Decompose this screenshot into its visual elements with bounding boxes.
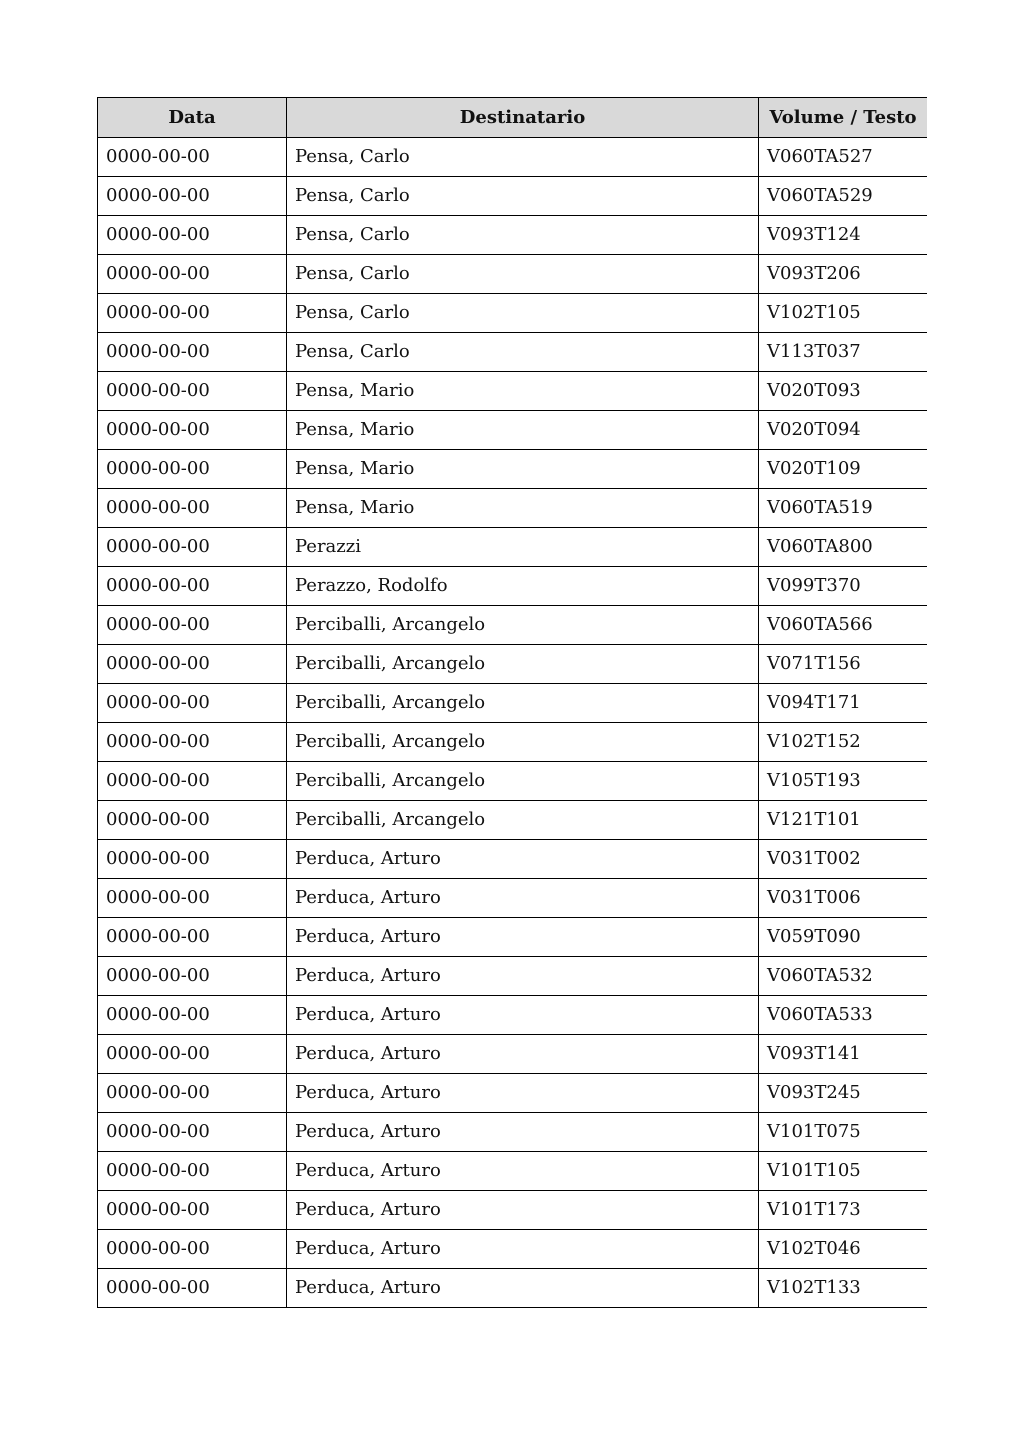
- table-row: [98, 1074, 928, 1113]
- header-volume-text: Volume / Testo: [759, 98, 928, 138]
- cell-recipient: Perazzo, Rodolfo: [287, 567, 759, 606]
- cell-recipient: Pensa, Carlo: [287, 138, 759, 177]
- cell-recipient: Perciballi, Arcangelo: [287, 684, 759, 723]
- table-row: [98, 1269, 928, 1308]
- cell-volume-text: V093T141: [759, 1035, 928, 1074]
- cell-recipient: Perduca, Arturo: [287, 918, 759, 957]
- cell-volume-text: V101T173: [759, 1191, 928, 1230]
- cell-volume-text: V093T206: [759, 255, 928, 294]
- cell-date: 0000-00-00: [98, 528, 287, 567]
- cell-recipient: Perduca, Arturo: [287, 840, 759, 879]
- table-row: [98, 957, 928, 996]
- cell-volume-text: V060TA527: [759, 138, 928, 177]
- cell-recipient: Perazzi: [287, 528, 759, 567]
- header-recipient: Destinatario: [287, 98, 759, 138]
- cell-volume-text: V105T193: [759, 762, 928, 801]
- cell-volume-text: V102T046: [759, 1230, 928, 1269]
- cell-date: 0000-00-00: [98, 918, 287, 957]
- table-row: [98, 489, 928, 528]
- cell-date: 0000-00-00: [98, 684, 287, 723]
- table-body: [98, 138, 928, 1308]
- cell-recipient: Perduca, Arturo: [287, 1074, 759, 1113]
- cell-recipient: Perduca, Arturo: [287, 957, 759, 996]
- cell-date: 0000-00-00: [98, 879, 287, 918]
- cell-recipient: Pensa, Carlo: [287, 333, 759, 372]
- document-table-container: [97, 97, 927, 1311]
- table-row: [98, 1035, 928, 1074]
- cell-recipient: Perduca, Arturo: [287, 1230, 759, 1269]
- cell-volume-text: V020T093: [759, 372, 928, 411]
- cell-recipient: Perduca, Arturo: [287, 1113, 759, 1152]
- cell-volume-text: V020T109: [759, 450, 928, 489]
- cell-recipient: Perduca, Arturo: [287, 1191, 759, 1230]
- table-row: [98, 684, 928, 723]
- table-row: [98, 177, 928, 216]
- cell-recipient: Perciballi, Arcangelo: [287, 645, 759, 684]
- table-row: [98, 645, 928, 684]
- cell-recipient: Perduca, Arturo: [287, 879, 759, 918]
- cell-date: 0000-00-00: [98, 255, 287, 294]
- cell-volume-text: V020T094: [759, 411, 928, 450]
- cell-recipient: Perciballi, Arcangelo: [287, 762, 759, 801]
- cell-date: 0000-00-00: [98, 294, 287, 333]
- cell-volume-text: V060TA529: [759, 177, 928, 216]
- cell-date: 0000-00-00: [98, 1269, 287, 1308]
- table-row: [98, 216, 928, 255]
- cell-recipient: Pensa, Mario: [287, 450, 759, 489]
- cell-recipient: Pensa, Carlo: [287, 255, 759, 294]
- cell-recipient: Perciballi, Arcangelo: [287, 723, 759, 762]
- cell-recipient: Perciballi, Arcangelo: [287, 606, 759, 645]
- cell-recipient: Perduca, Arturo: [287, 996, 759, 1035]
- table-row: [98, 879, 928, 918]
- cell-volume-text: V059T090: [759, 918, 928, 957]
- header-date: Data: [98, 98, 287, 138]
- table-row: [98, 606, 928, 645]
- table-row: [98, 1113, 928, 1152]
- cell-volume-text: V060TA800: [759, 528, 928, 567]
- table-row: [98, 1191, 928, 1230]
- cell-volume-text: V060TA532: [759, 957, 928, 996]
- cell-date: 0000-00-00: [98, 801, 287, 840]
- cell-date: 0000-00-00: [98, 138, 287, 177]
- cell-recipient: Pensa, Carlo: [287, 177, 759, 216]
- cell-date: 0000-00-00: [98, 1035, 287, 1074]
- cell-volume-text: V093T245: [759, 1074, 928, 1113]
- cell-volume-text: V093T124: [759, 216, 928, 255]
- table-row: [98, 1152, 928, 1191]
- table-row: [98, 372, 928, 411]
- cell-date: 0000-00-00: [98, 333, 287, 372]
- cell-date: 0000-00-00: [98, 411, 287, 450]
- table-row: [98, 840, 928, 879]
- cell-date: 0000-00-00: [98, 996, 287, 1035]
- cell-recipient: Perduca, Arturo: [287, 1269, 759, 1308]
- cell-volume-text: V101T075: [759, 1113, 928, 1152]
- table-row: [98, 762, 928, 801]
- cell-volume-text: V031T006: [759, 879, 928, 918]
- cell-recipient: Pensa, Mario: [287, 411, 759, 450]
- cell-date: 0000-00-00: [98, 567, 287, 606]
- table-row: [98, 918, 928, 957]
- table-row: [98, 333, 928, 372]
- cell-date: 0000-00-00: [98, 450, 287, 489]
- cell-volume-text: V102T152: [759, 723, 928, 762]
- cell-volume-text: V121T101: [759, 801, 928, 840]
- cell-volume-text: V060TA566: [759, 606, 928, 645]
- cell-recipient: Pensa, Mario: [287, 372, 759, 411]
- cell-date: 0000-00-00: [98, 372, 287, 411]
- cell-date: 0000-00-00: [98, 1191, 287, 1230]
- cell-date: 0000-00-00: [98, 957, 287, 996]
- table-row: [98, 996, 928, 1035]
- cell-date: 0000-00-00: [98, 1230, 287, 1269]
- table-row: [98, 801, 928, 840]
- cell-date: 0000-00-00: [98, 489, 287, 528]
- cell-date: 0000-00-00: [98, 216, 287, 255]
- table-row: [98, 567, 928, 606]
- table-row: [98, 294, 928, 333]
- table-row: [98, 138, 928, 177]
- table-header-row: [98, 98, 928, 138]
- cell-date: 0000-00-00: [98, 606, 287, 645]
- cell-recipient: Perduca, Arturo: [287, 1152, 759, 1191]
- cell-date: 0000-00-00: [98, 1074, 287, 1113]
- cell-date: 0000-00-00: [98, 1152, 287, 1191]
- cell-volume-text: V060TA519: [759, 489, 928, 528]
- cell-date: 0000-00-00: [98, 723, 287, 762]
- cell-volume-text: V060TA533: [759, 996, 928, 1035]
- table-row: [98, 528, 928, 567]
- cell-date: 0000-00-00: [98, 840, 287, 879]
- cell-volume-text: V101T105: [759, 1152, 928, 1191]
- cell-recipient: Perduca, Arturo: [287, 1035, 759, 1074]
- cell-volume-text: V102T105: [759, 294, 928, 333]
- table-row: [98, 255, 928, 294]
- table-row: [98, 450, 928, 489]
- cell-volume-text: V113T037: [759, 333, 928, 372]
- cell-date: 0000-00-00: [98, 645, 287, 684]
- cell-date: 0000-00-00: [98, 177, 287, 216]
- cell-date: 0000-00-00: [98, 762, 287, 801]
- cell-recipient: Pensa, Carlo: [287, 216, 759, 255]
- cell-volume-text: V094T171: [759, 684, 928, 723]
- cell-recipient: Perciballi, Arcangelo: [287, 801, 759, 840]
- cell-volume-text: V099T370: [759, 567, 928, 606]
- cell-volume-text: V071T156: [759, 645, 928, 684]
- cell-volume-text: V031T002: [759, 840, 928, 879]
- table-row: [98, 723, 928, 762]
- table-row: [98, 1230, 928, 1269]
- cell-date: 0000-00-00: [98, 1113, 287, 1152]
- letters-table: [97, 97, 927, 1308]
- table-row: [98, 411, 928, 450]
- cell-recipient: Pensa, Mario: [287, 489, 759, 528]
- cell-volume-text: V102T133: [759, 1269, 928, 1308]
- cell-recipient: Pensa, Carlo: [287, 294, 759, 333]
